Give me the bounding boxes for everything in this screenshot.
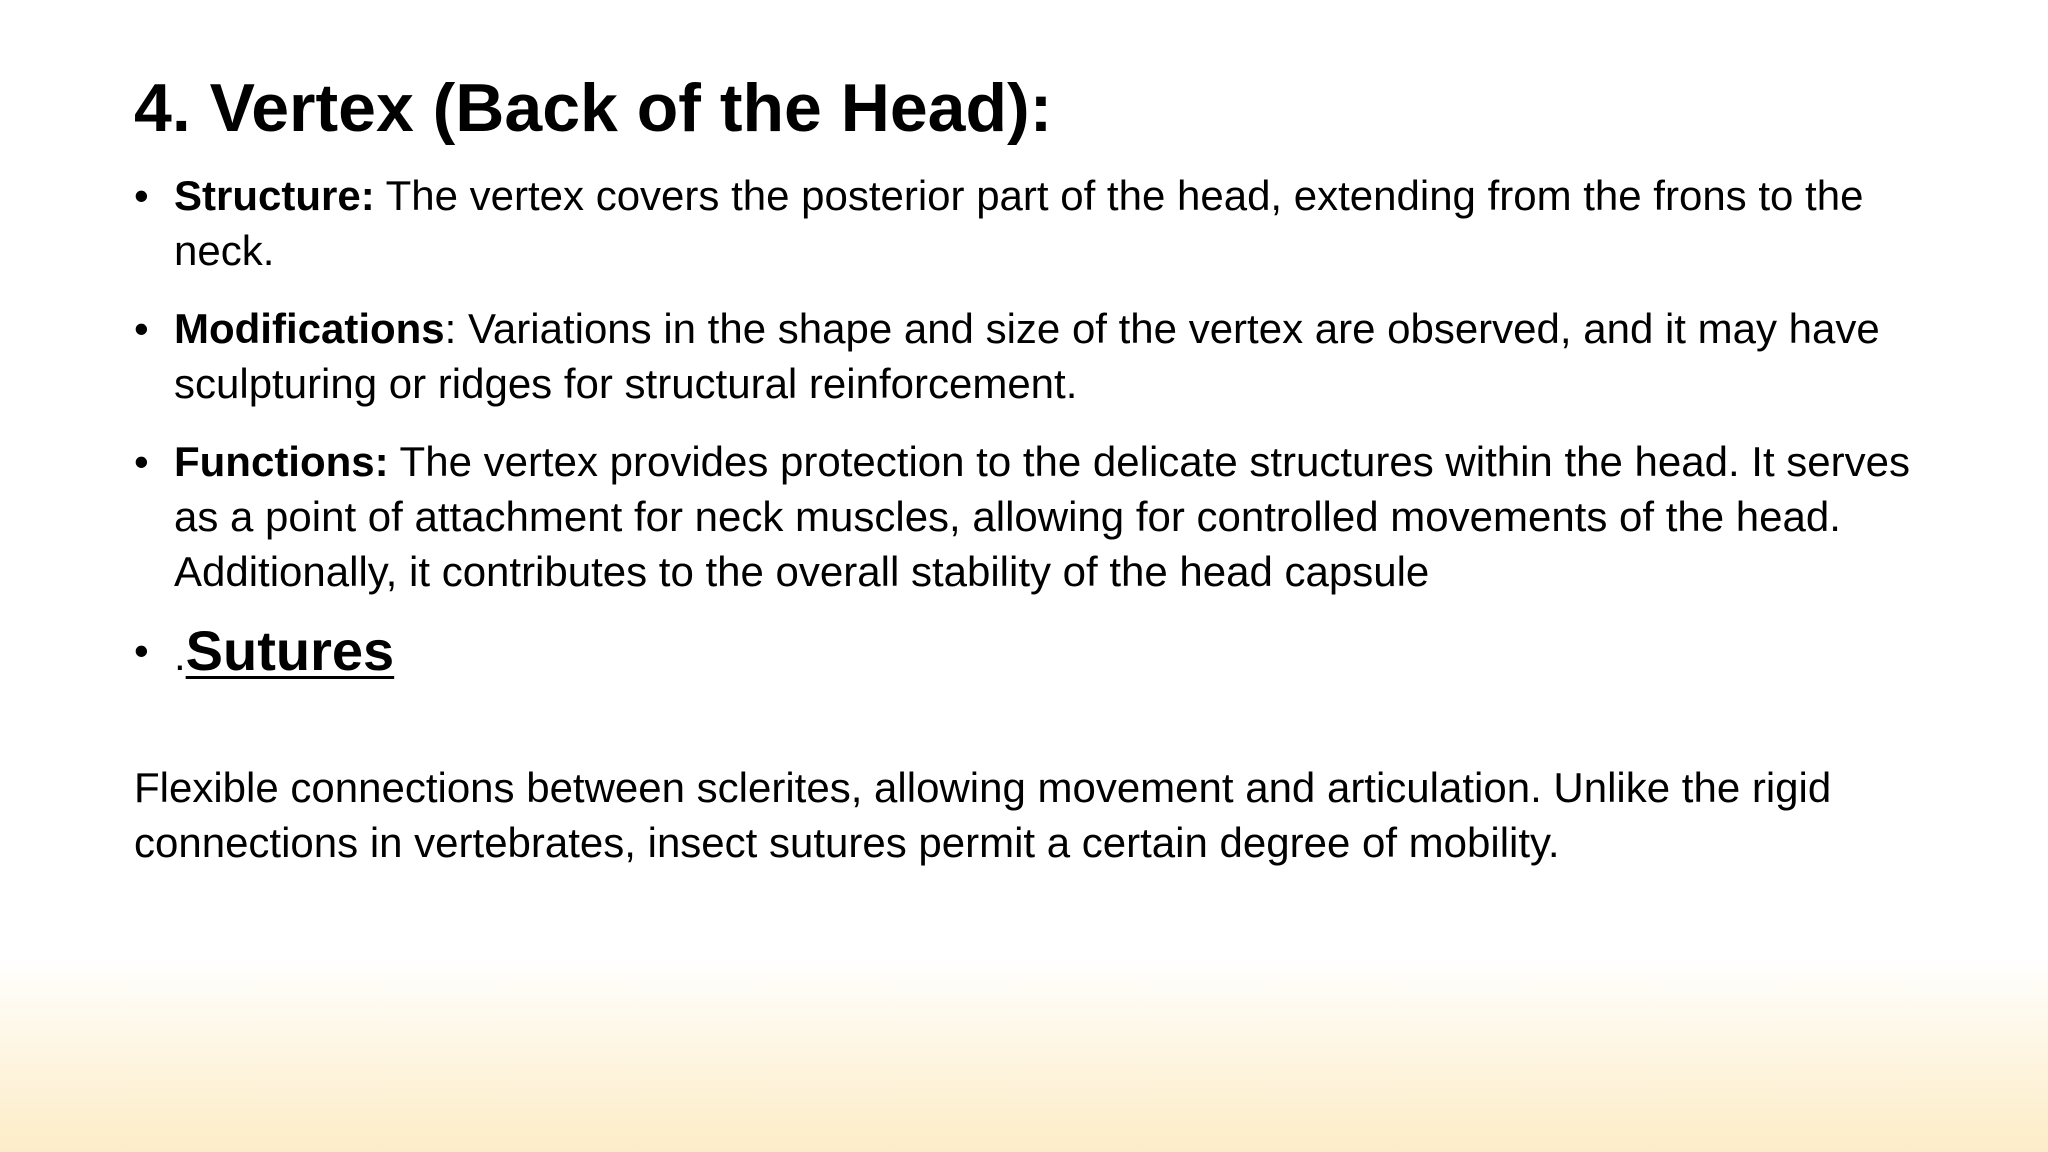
sub-heading-sutures — [134, 616, 1934, 691]
bullet-dot: • — [134, 438, 149, 485]
bullet-dot: • — [134, 627, 149, 674]
bullet-dot: • — [134, 305, 149, 352]
bullet-modifications — [134, 301, 1934, 411]
bullet-text: The vertex covers the posterior part of the head, extending from the frons to the neck. — [174, 172, 1864, 274]
sutures-paragraph: Flexible connections between sclerites, allowing movement and articulation. Unlike the rigid connections in vertebrates, insect sutures permit a certain degree of mobility. — [134, 764, 1832, 866]
bullet-structure — [134, 168, 1934, 278]
bullet-text: : Variations in the shape and size of the vertex are observed, and it may have sculpturing or ridges for structural reinforcement. — [174, 305, 1880, 407]
slide-title: 4. Vertex (Back of the Head): — [134, 70, 1053, 146]
sub-heading-prefix: . — [174, 632, 186, 679]
bullet-label: Structure: — [174, 172, 375, 219]
sub-heading-text: Sutures — [185, 619, 395, 682]
bullet-dot: • — [134, 172, 149, 219]
bullet-functions — [134, 434, 1934, 599]
bullet-label: Functions: — [174, 438, 389, 485]
bullet-text: The vertex provides protection to the delicate structures within the head. It serves as a point of attachment for neck muscles, allowing for controlled movements of the head. Additionally, it contributes to the overall stability of the head capsule — [174, 438, 1910, 595]
bullet-list — [134, 168, 1934, 691]
bullet-label: Modifications — [174, 305, 445, 352]
